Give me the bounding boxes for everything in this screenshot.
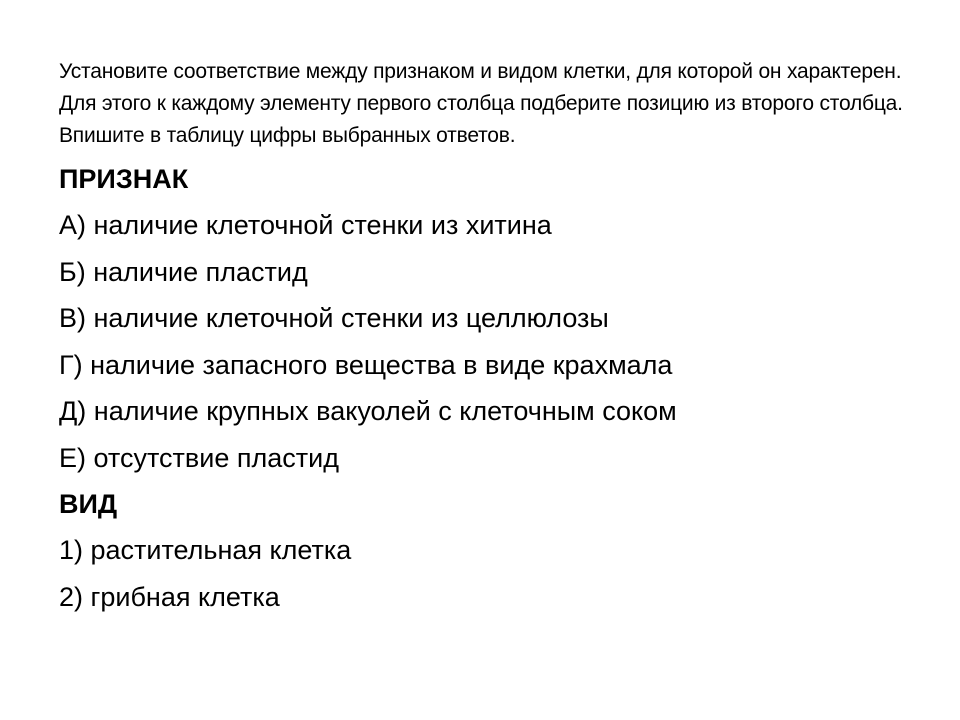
feature-item-g: Г) наличие запасного вещества в виде крахмала [59, 349, 673, 380]
task-instruction: Установите соответствие между признаком и видом клетки, для которой он характерен. Для этого к каждому элементу первого столбца подберите позицию из второго столбца. Впишите в таблицу цифры выбранных ответов. [59, 60, 903, 147]
features-heading: ПРИЗНАК [59, 164, 189, 194]
type-item-1: 1) растительная клетка [59, 535, 352, 565]
types-section [59, 481, 909, 620]
types-heading: ВИД [59, 489, 118, 519]
feature-item-b: Б) наличие пластид [59, 256, 308, 287]
type-item-2: 2) грибная клетка [59, 581, 280, 612]
feature-item-d: Д) наличие крупных вакуолей с клеточным соком [59, 396, 677, 426]
feature-item-a: А) наличие клеточной стенки из хитина [59, 210, 552, 240]
feature-item-v: В) наличие клеточной стенки из целлюлозы [59, 303, 609, 333]
feature-item-e: Е) отсутствие пластид [59, 442, 339, 473]
features-section [59, 156, 909, 481]
slide-content [59, 56, 909, 620]
